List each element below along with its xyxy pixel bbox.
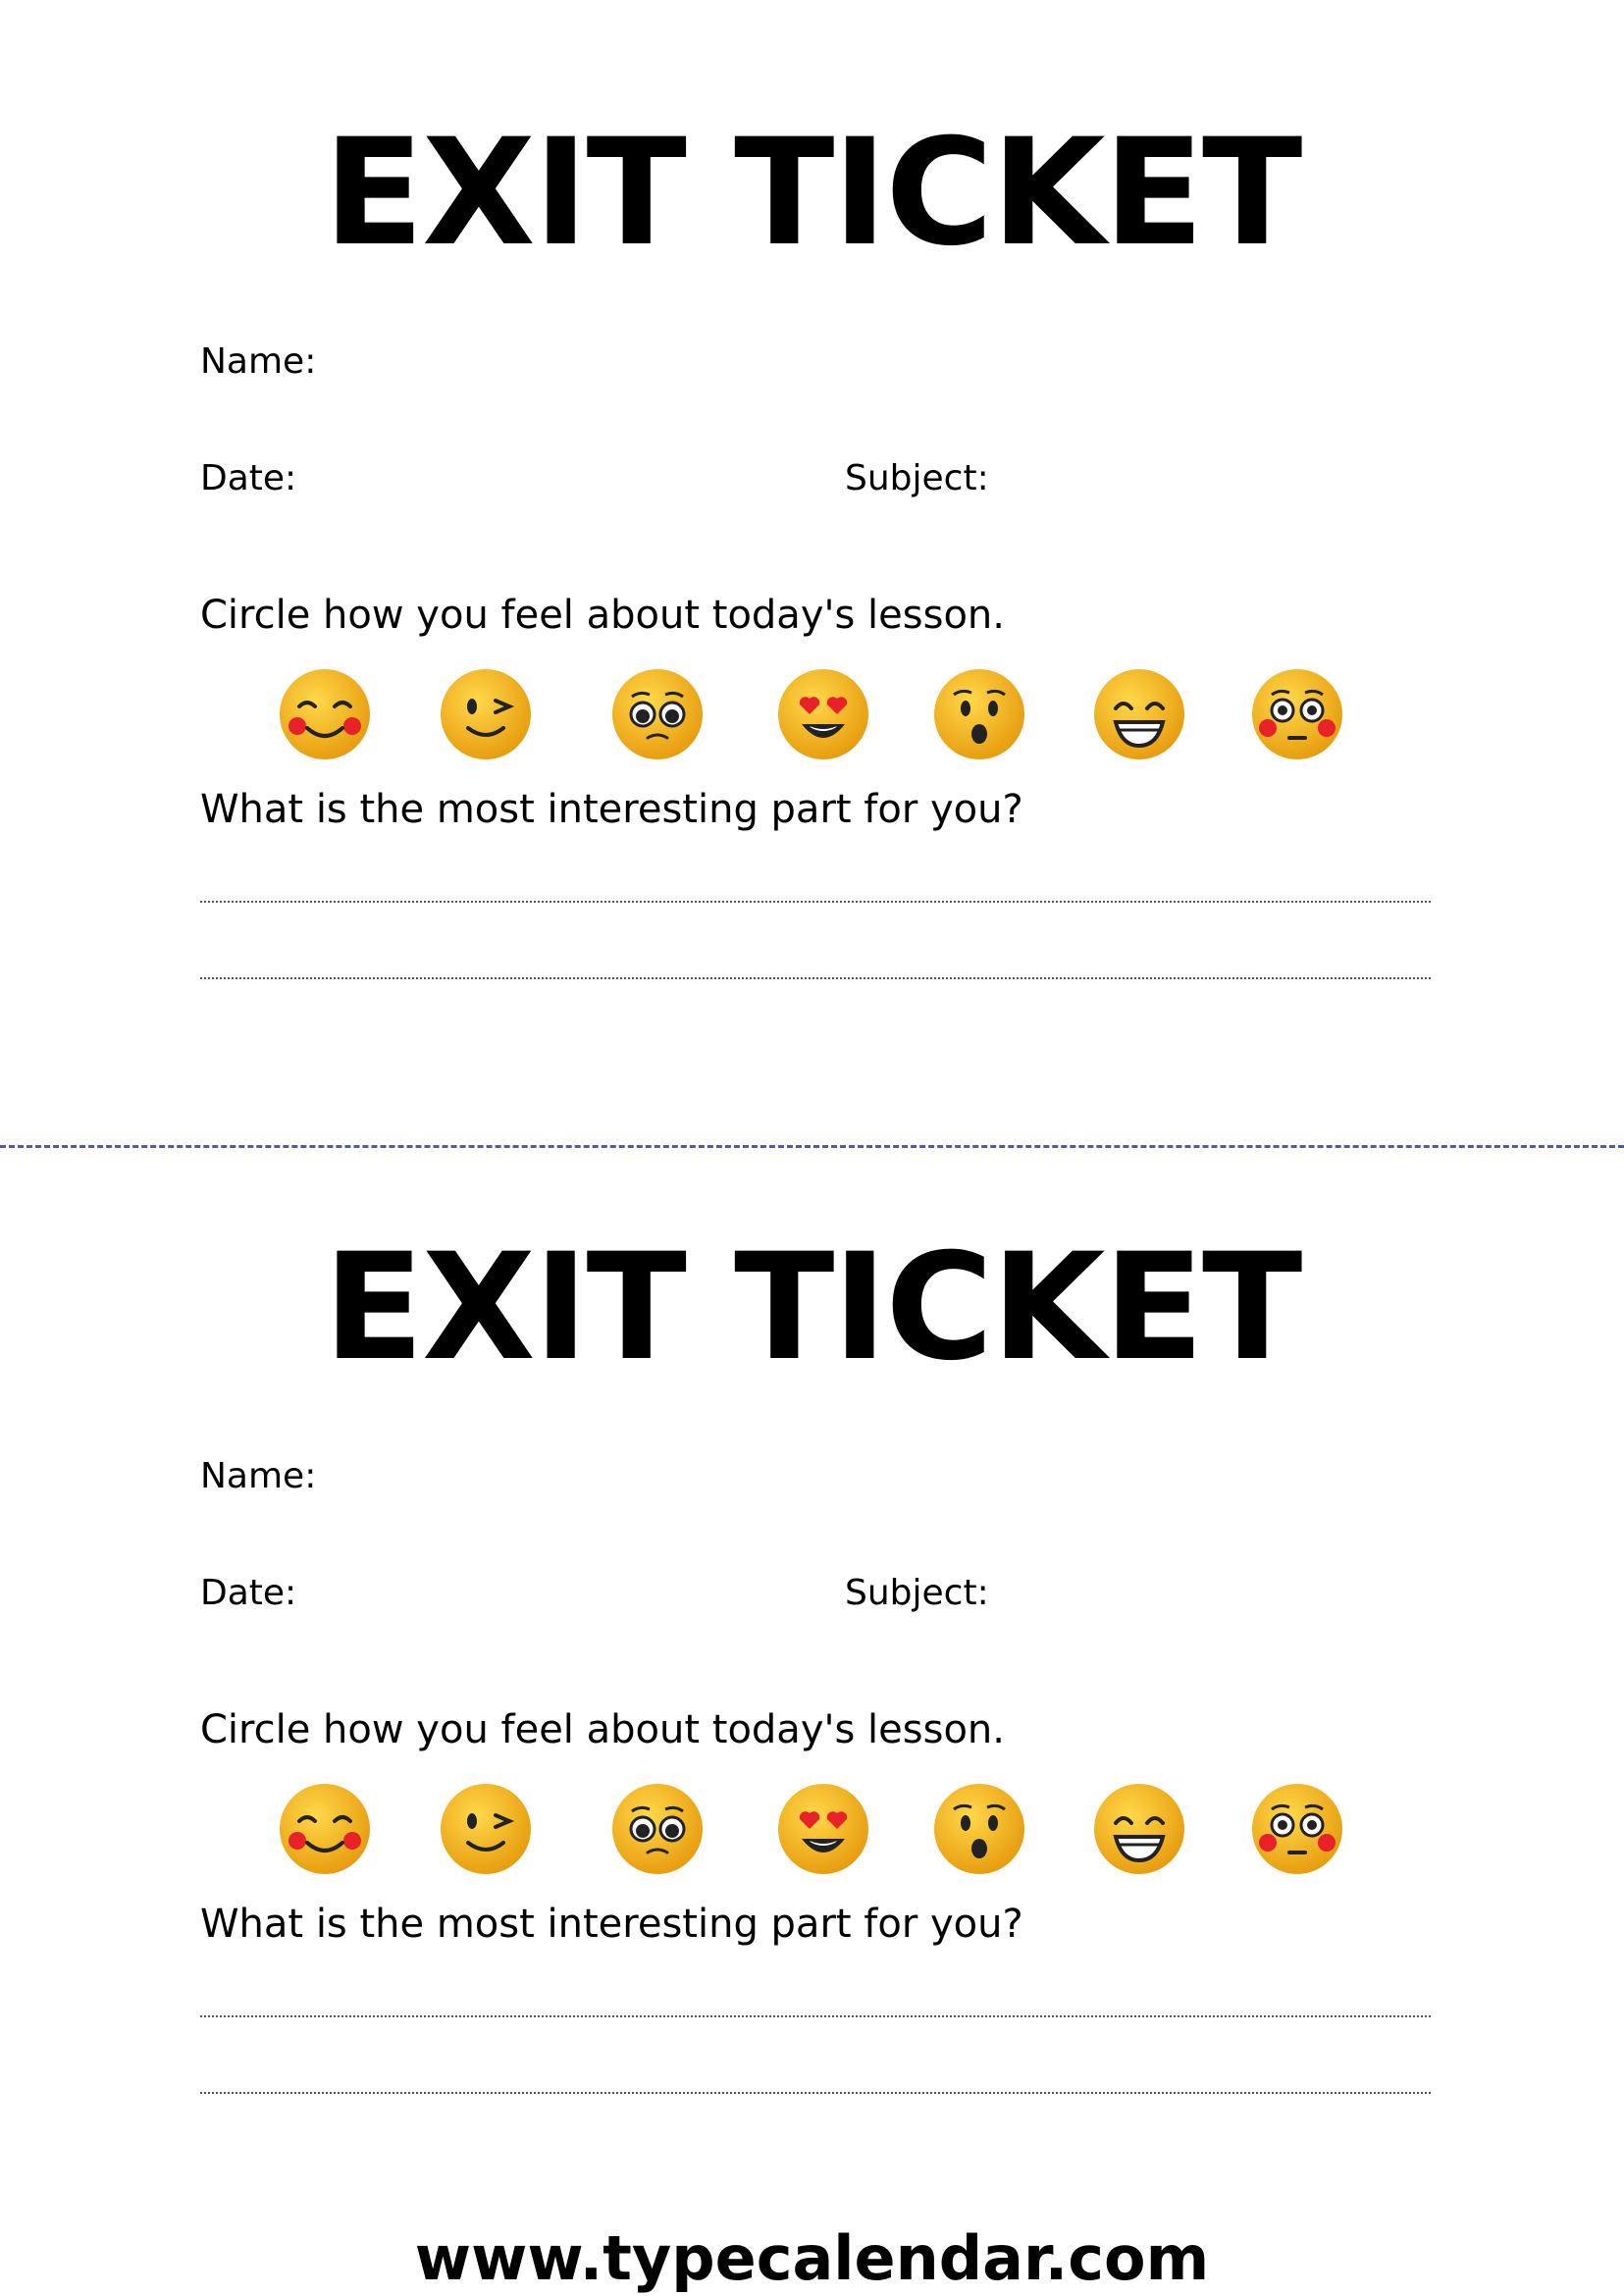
- interest-prompt: What is the most interesting part for you?: [200, 787, 1023, 832]
- answer-line[interactable]: [200, 901, 1431, 903]
- flushed-emoji[interactable]: [1250, 667, 1344, 761]
- exit-ticket-bottom: [0, 1115, 1624, 2194]
- winking-emoji[interactable]: [439, 667, 533, 761]
- emoji-row: [0, 667, 1624, 765]
- feel-prompt: Circle how you feel about today's lesson.: [200, 1707, 1005, 1752]
- date-label: Date:: [200, 458, 297, 498]
- smiling-blushing-emoji[interactable]: [278, 667, 372, 761]
- subject-label: Subject:: [845, 1573, 989, 1613]
- heart-eyes-emoji[interactable]: [776, 667, 870, 761]
- surprised-emoji[interactable]: [932, 1782, 1026, 1876]
- name-label: Name:: [200, 341, 317, 382]
- interest-prompt: What is the most interesting part for you?: [200, 1902, 1023, 1947]
- surprised-emoji[interactable]: [932, 667, 1026, 761]
- answer-line[interactable]: [200, 2092, 1431, 2094]
- emoji-row: [0, 1782, 1624, 1880]
- ticket-title: EXIT TICKET: [323, 1223, 1301, 1393]
- pleading-emoji[interactable]: [610, 667, 705, 761]
- name-label: Name:: [200, 1456, 317, 1496]
- smiling-blushing-emoji[interactable]: [278, 1782, 372, 1876]
- answer-line[interactable]: [200, 977, 1431, 979]
- ticket-title: EXIT TICKET: [323, 108, 1301, 279]
- flushed-emoji[interactable]: [1250, 1782, 1344, 1876]
- date-label: Date:: [200, 1573, 297, 1613]
- answer-line[interactable]: [200, 2015, 1431, 2017]
- feel-prompt: Circle how you feel about today's lesson.: [200, 593, 1005, 638]
- exit-ticket-top: [0, 0, 1624, 1079]
- heart-eyes-emoji[interactable]: [776, 1782, 870, 1876]
- winking-emoji[interactable]: [439, 1782, 533, 1876]
- subject-label: Subject:: [845, 458, 989, 498]
- grinning-emoji[interactable]: [1092, 1782, 1186, 1876]
- pleading-emoji[interactable]: [610, 1782, 705, 1876]
- grinning-emoji[interactable]: [1092, 667, 1186, 761]
- footer-website: www.typecalendar.com: [414, 2222, 1210, 2294]
